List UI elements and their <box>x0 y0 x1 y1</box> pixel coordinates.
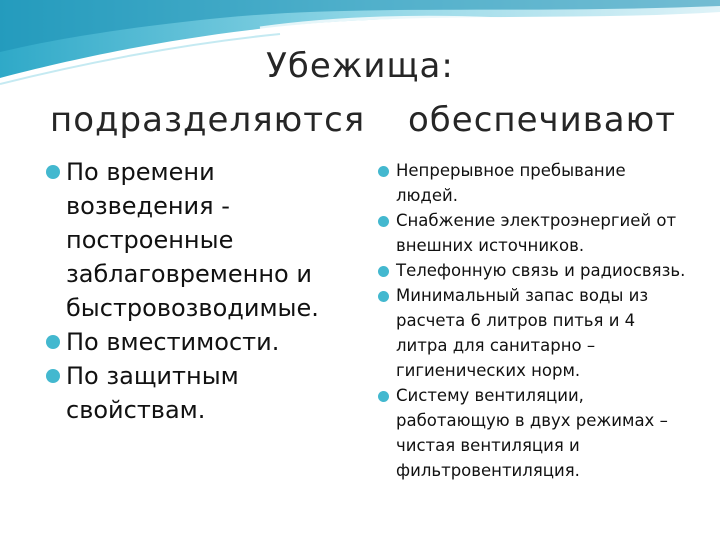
list-item: Телефонную связь и радиосвязь. <box>378 258 688 283</box>
list-item: Снабжение электроэнергией от внешних источников. <box>378 208 688 258</box>
list-item: Минимальный запас воды из расчета 6 литров питья и 4 литра для санитарно – гигиенических норм. <box>378 283 688 383</box>
bullet-icon <box>378 391 389 402</box>
list-item: По вместимости. <box>46 325 346 359</box>
slide-title: Убежища: <box>266 46 454 86</box>
list-item: По времени возведения - построенные заблаговременно и быстровозводимые. <box>46 155 346 325</box>
bullet-icon <box>378 266 389 277</box>
left-bullet-list <box>46 155 346 427</box>
list-item: Непрерывное пребывание людей. <box>378 158 688 208</box>
bullet-icon <box>46 165 60 179</box>
bullet-icon <box>378 166 389 177</box>
bullet-icon <box>46 335 60 349</box>
right-column-heading: обеспечивают <box>408 100 677 140</box>
right-bullet-list <box>378 158 688 483</box>
left-column-heading: подразделяются <box>50 100 366 140</box>
bullet-icon <box>46 369 60 383</box>
bullet-icon <box>378 216 389 227</box>
bullet-icon <box>378 291 389 302</box>
list-item: Систему вентиляции, работающую в двух режимах – чистая вентиляция и фильтровентиляция. <box>378 383 688 483</box>
list-item: По защитным свойствам. <box>46 359 346 427</box>
